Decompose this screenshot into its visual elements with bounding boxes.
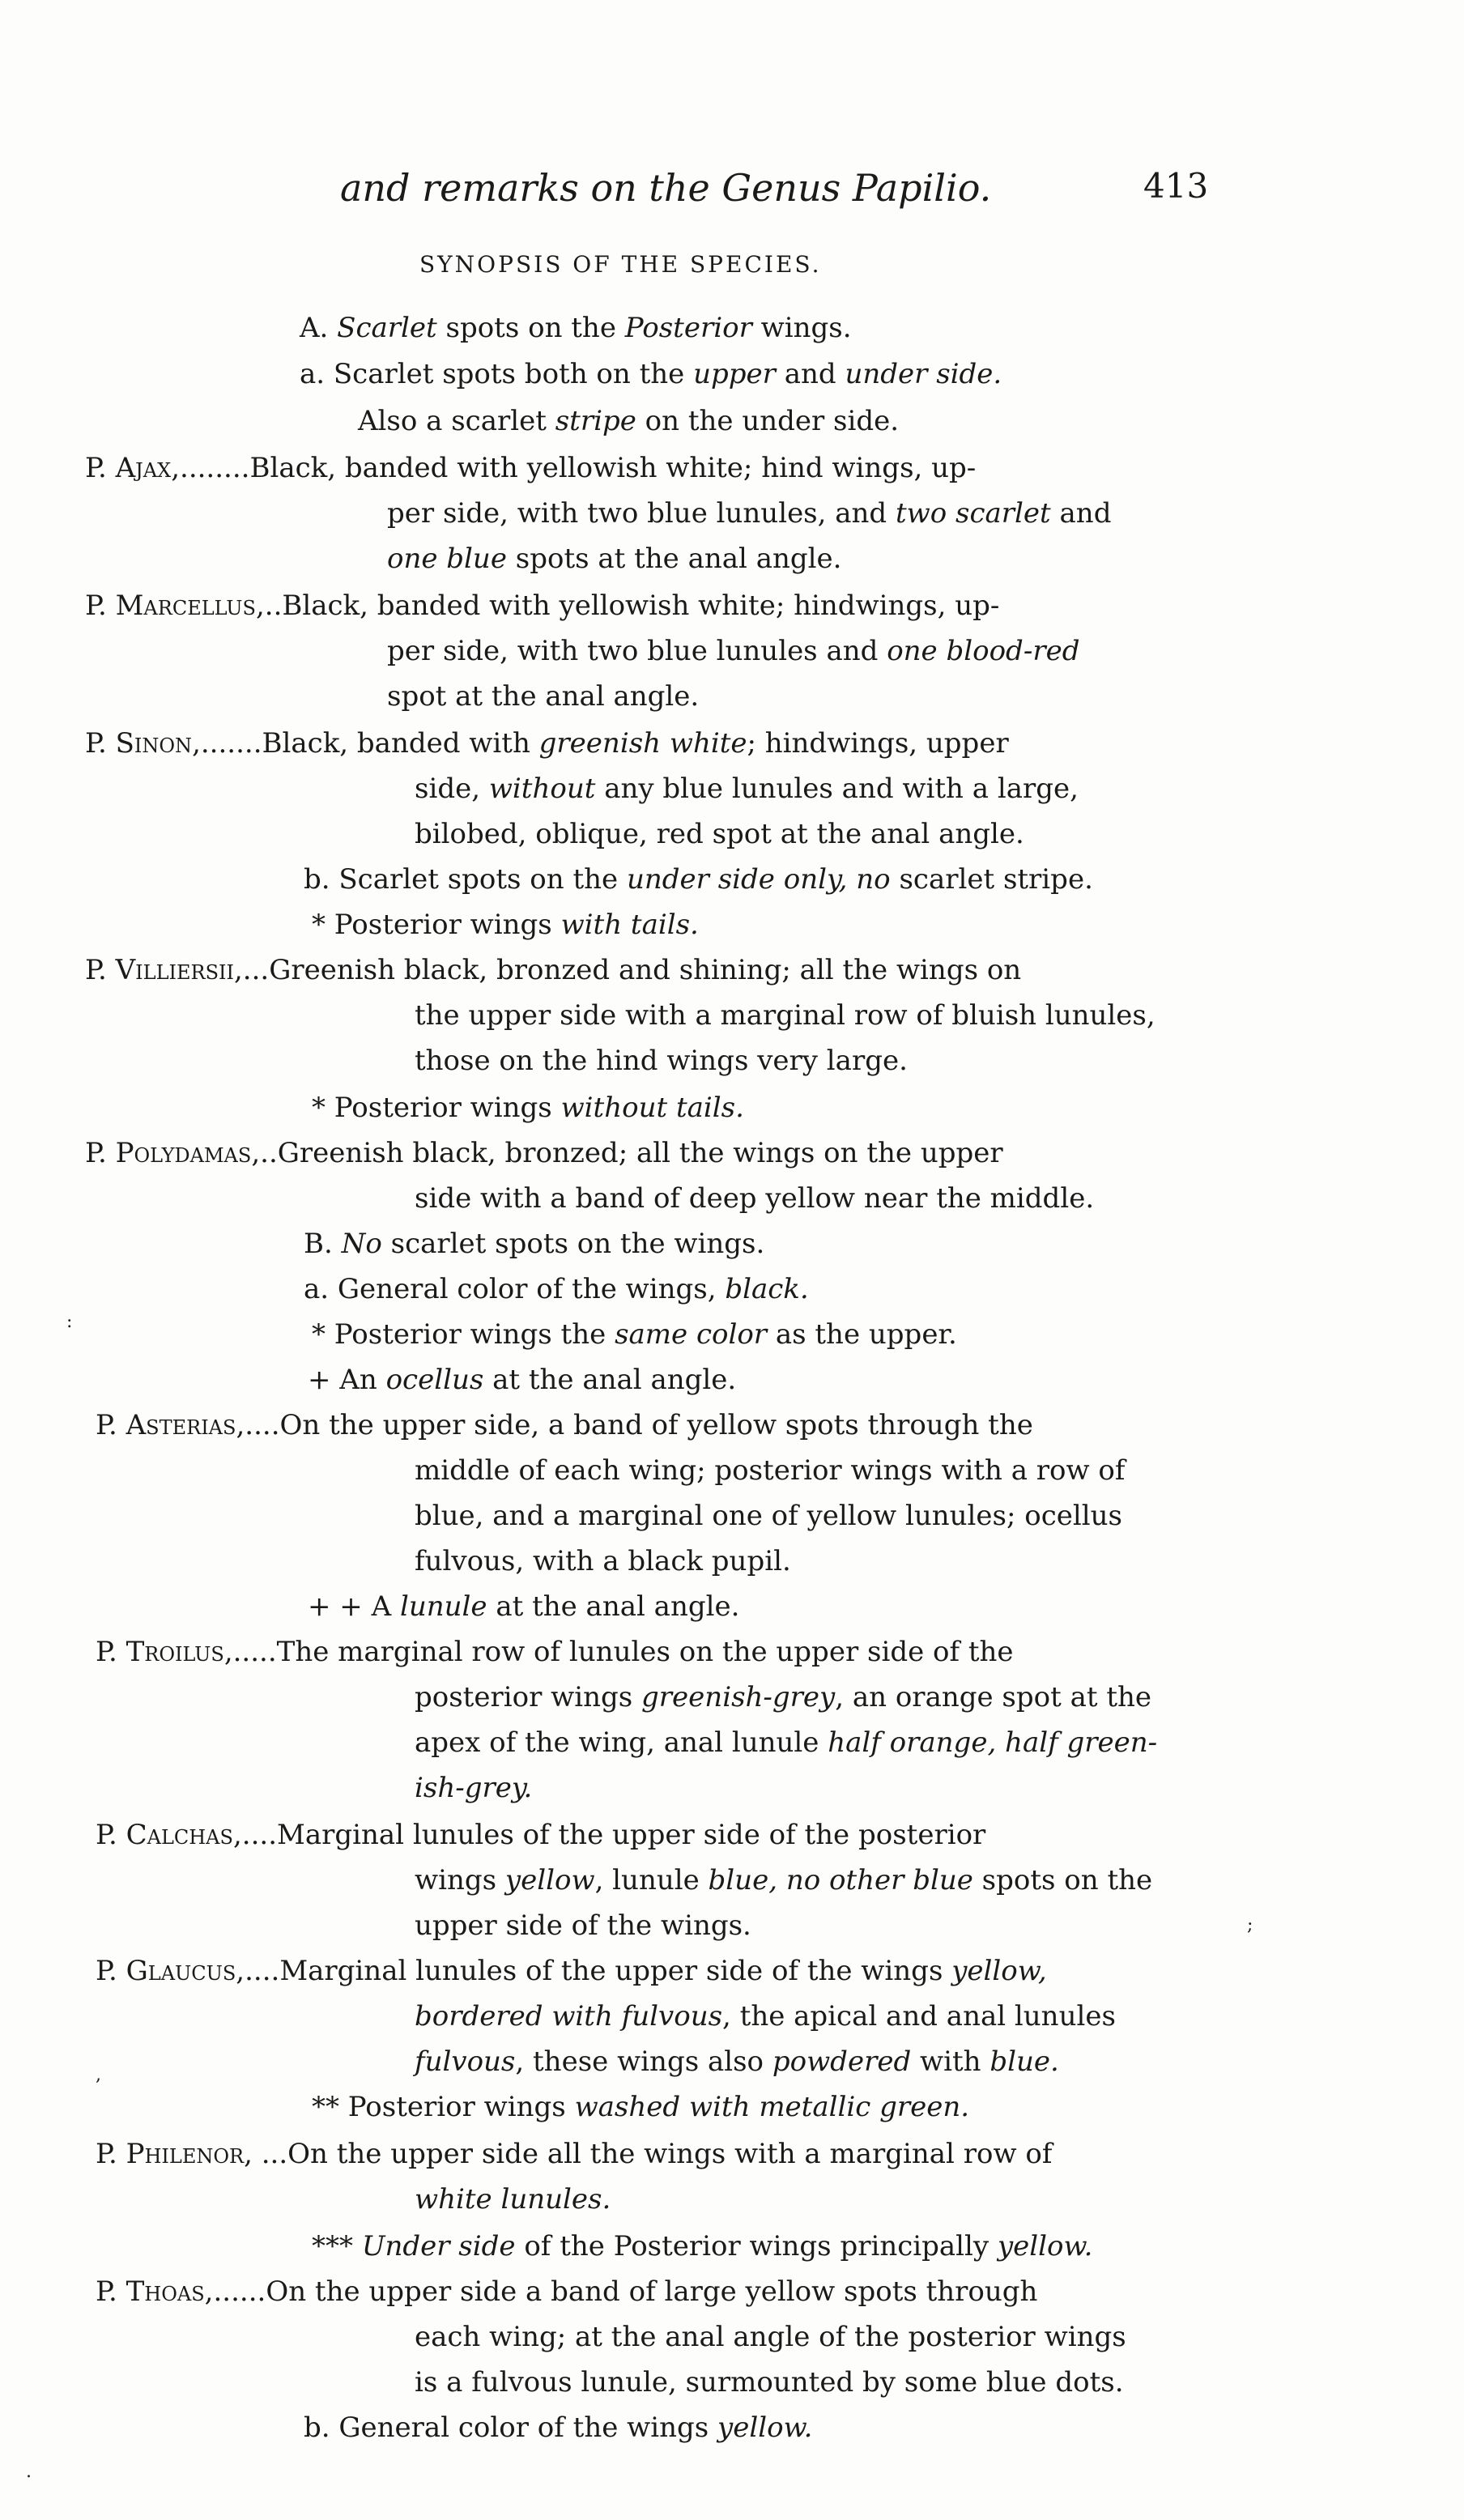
synopsis-line: Also a scarlet stripe on the under side.: [358, 405, 900, 437]
synopsis-line: side with a band of deep yellow near the middle.: [415, 1182, 1095, 1215]
synopsis-line: B. No scarlet spots on the wings.: [304, 1228, 765, 1260]
synopsis-line: P. Calchas,....Marginal lunules of the upper side of the posterior: [96, 1819, 986, 1851]
synopsis-line: * Posterior wings with tails.: [312, 909, 699, 941]
synopsis-line: bilobed, oblique, red spot at the anal angle.: [415, 818, 1024, 850]
synopsis-line: is a fulvous lunule, surmounted by some blue dots.: [415, 2366, 1124, 2399]
synopsis-line: a. Scarlet spots both on the upper and under side.: [300, 358, 1002, 390]
synopsis-line: * Posterior wings the same color as the upper.: [312, 1318, 957, 1351]
header-title: and remarks on the Genus Papilio.: [340, 166, 992, 210]
stray-mark: :: [66, 1312, 73, 1332]
stray-mark: .: [26, 2462, 32, 2482]
synopsis-line: P. Polydamas,..Greenish black, bronzed; all the wings on the upper: [85, 1137, 1003, 1169]
synopsis-line: fulvous, with a black pupil.: [415, 1545, 791, 1577]
synopsis-line: A. Scarlet spots on the Posterior wings.: [300, 312, 852, 344]
synopsis-line: P. Asterias,....On the upper side, a band of yellow spots through the: [96, 1409, 1033, 1441]
synopsis-line: each wing; at the anal angle of the posterior wings: [415, 2321, 1126, 2353]
synopsis-line: white lunules.: [415, 2183, 611, 2216]
synopsis-line: one blue spots at the anal angle.: [387, 543, 842, 575]
synopsis-line: * Posterior wings without tails.: [312, 1092, 744, 1124]
synopsis-line: P. Sinon,.......Black, banded with greenish white; hindwings, upper: [85, 727, 1009, 760]
synopsis-line: posterior wings greenish-grey, an orange spot at the: [415, 1681, 1152, 1713]
synopsis-line: bordered with fulvous, the apical and anal lunules: [415, 2000, 1116, 2033]
synopsis-line: side, without any blue lunules and with a large,: [415, 773, 1079, 805]
synopsis-line: b. Scarlet spots on the under side only, no scarlet stripe.: [304, 863, 1093, 896]
synopsis-line: P. Villiersii,...Greenish black, bronzed and shining; all the wings on: [85, 954, 1022, 986]
synopsis-line: b. General color of the wings yellow.: [304, 2411, 813, 2444]
section-title: SYNOPSIS OF THE SPECIES.: [419, 251, 822, 278]
synopsis-line: a. General color of the wings, black.: [304, 1273, 809, 1305]
synopsis-line: the upper side with a marginal row of bluish lunules,: [415, 999, 1155, 1032]
synopsis-line: ** Posterior wings washed with metallic green.: [312, 2091, 970, 2123]
synopsis-line: *** Under side of the Posterior wings principally yellow.: [312, 2230, 1093, 2262]
synopsis-line: apex of the wing, anal lunule half orange, half green-: [415, 1726, 1158, 1759]
synopsis-line: P. Marcellus,..Black, banded with yellowish white; hindwings, up-: [85, 590, 1000, 622]
synopsis-line: middle of each wing; posterior wings with a row of: [415, 1454, 1126, 1487]
synopsis-line: P. Philenor, ...On the upper side all the wings with a marginal row of: [96, 2138, 1053, 2170]
synopsis-line: P. Glaucus,....Marginal lunules of the upper side of the wings yellow,: [96, 1955, 1047, 1987]
synopsis-line: per side, with two blue lunules and one blood-red: [387, 635, 1080, 667]
synopsis-line: spot at the anal angle.: [387, 680, 700, 713]
synopsis-line: wings yellow, lunule blue, no other blue spots on the: [415, 1864, 1153, 1896]
synopsis-line: P. Thoas,......On the upper side a band of large yellow spots through: [96, 2275, 1038, 2308]
synopsis-line: P. Troilus,.....The marginal row of lunules on the upper side of the: [96, 1636, 1014, 1668]
synopsis-line: blue, and a marginal one of yellow lunules; ocellus: [415, 1500, 1122, 1532]
stray-mark: ;: [1247, 1915, 1253, 1935]
synopsis-line: + An ocellus at the anal angle.: [308, 1364, 737, 1396]
synopsis-line: + + A lunule at the anal angle.: [308, 1590, 740, 1623]
synopsis-line: fulvous, these wings also powdered with blue.: [415, 2045, 1059, 2078]
synopsis-line: ish-grey.: [415, 1772, 533, 1804]
page-number: 413: [1143, 166, 1209, 206]
synopsis-line: upper side of the wings.: [415, 1909, 751, 1942]
synopsis-line: those on the hind wings very large.: [415, 1045, 908, 1077]
synopsis-line: P. Ajax,........Black, banded with yellowish white; hind wings, up-: [85, 452, 977, 484]
stray-mark: ,: [96, 2065, 101, 2085]
synopsis-line: per side, with two blue lunules, and two scarlet and: [387, 497, 1112, 530]
